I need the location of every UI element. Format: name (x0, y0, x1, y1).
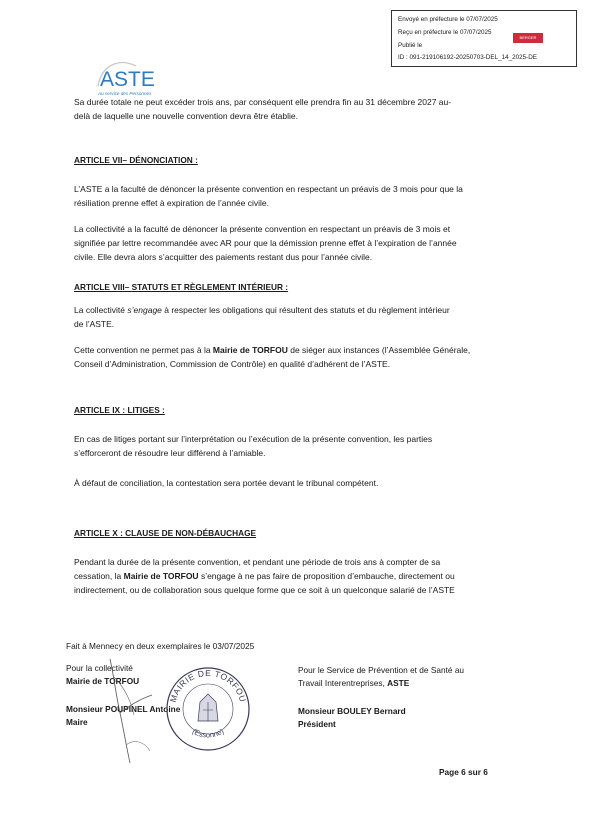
article-7-paragraph-1: L’ASTE a la faculté de dénoncer la présente convention en respectant un préavis de 3 mois pour que la résiliation prenne effet à expiration de l’année civile. (74, 184, 463, 208)
right-role: Président (298, 719, 336, 729)
aste-logo (92, 50, 162, 98)
article-8-paragraph-1: La collectivité s’engage à respecter les obligations qui résultent des statuts et du règlement intérieur de l’ASTE. (74, 305, 450, 329)
logo-tagline: Au service des Personnes (98, 91, 152, 96)
article-8-title: ARTICLE VIII– STATUTS ET RÈGLEMENT INTÉRIEUR : (74, 282, 289, 292)
right-person: Monsieur BOULEY Bernard (298, 706, 406, 716)
article-9-paragraph-2: À défaut de conciliation, la contestation sera portée devant le tribunal compétent. (74, 478, 379, 488)
right-signatory-block: Pour le Service de Prévention et de Santé au Travail Interentreprises, ASTE (298, 665, 465, 688)
seal-top-text: MAIRIE DE TORFOU (167, 667, 249, 704)
left-org: Mairie de TORFOU (66, 676, 140, 686)
article-7-paragraph-2: La collectivité a la faculté de dénoncer la présente convention en respectant un préavis de 3 mois et signifiée par lettre recommandée avec AR pour que la démission prenne effet à l’expiration de l’année civile. Elle devra alors s’acquitter des paiements restant dus pour l’année civile. (74, 224, 457, 262)
article-8-paragraph-2: Cette convention ne permet pas à la Mairie de TORFOU de siéger aux instances (l’Assemblée Générale, Conseil d’Administration, Commission de Contrôle) en qualité d’adhérent de l’ASTE. (74, 345, 471, 369)
stamp-sent: Envoyé en préfecture le 07/07/2025 (398, 16, 498, 23)
left-person: Monsieur POUPINEL Antoine (66, 704, 181, 714)
left-for-label: Pour la collectivité (66, 663, 133, 673)
left-role: Maire (66, 717, 88, 727)
seal-bottom-text: (Essonne) (190, 726, 226, 740)
intro-paragraph: Sa durée totale ne peut excéder trois ans, par conséquent elle prendra fin au 31 décembre 2027 au- delà de laquelle une nouvelle convention devra être établie. (74, 97, 452, 121)
svg-text:(Essonne) (191, 726, 226, 739)
prefecture-stamp (391, 10, 577, 67)
logo-wordmark: ASTE (100, 68, 155, 91)
stamp-received: Reçu en préfecture le 07/07/2025 (398, 29, 492, 36)
article-9-paragraph-1: En cas de litiges portant sur l’interprétation ou l’exécution de la présente convention, les parties s’efforceront de résoudre leur différend à l’amiable. (74, 434, 433, 458)
article-10-title: ARTICLE X : CLAUSE DE NON-DÉBAUCHAGE (74, 528, 257, 538)
stamp-published: Publié le (398, 42, 423, 49)
right-person-block (298, 705, 406, 731)
article-9-title: ARTICLE IX : LITIGES : (74, 405, 165, 415)
article-10-paragraph: Pendant la durée de la présente convention, et pendant une période de trois ans à compter de sa cessation, la Mairie de TORFOU s’engage à ne pas faire de proposition d’embauche, directement ou indirectement, ou de collaboration sous quelque forme que ce soit à un quelconque salarié de l’ASTE (74, 557, 455, 595)
page-number: Page 6 sur 6 (439, 767, 488, 777)
article-7-title: ARTICLE VII– DÉNONCIATION : (74, 155, 198, 165)
town-seal (165, 666, 251, 752)
place-and-date: Fait à Mennecy en deux exemplaires le 03/07/2025 (66, 641, 255, 651)
right-for-label: Pour le Service de Prévention et de Santé au (298, 665, 465, 675)
berger-levrault-logo: BERGER LEVRAULT (513, 33, 543, 43)
stamp-id: ID : 091-219106192-20250703-DEL_14_2025-DE (398, 54, 537, 61)
